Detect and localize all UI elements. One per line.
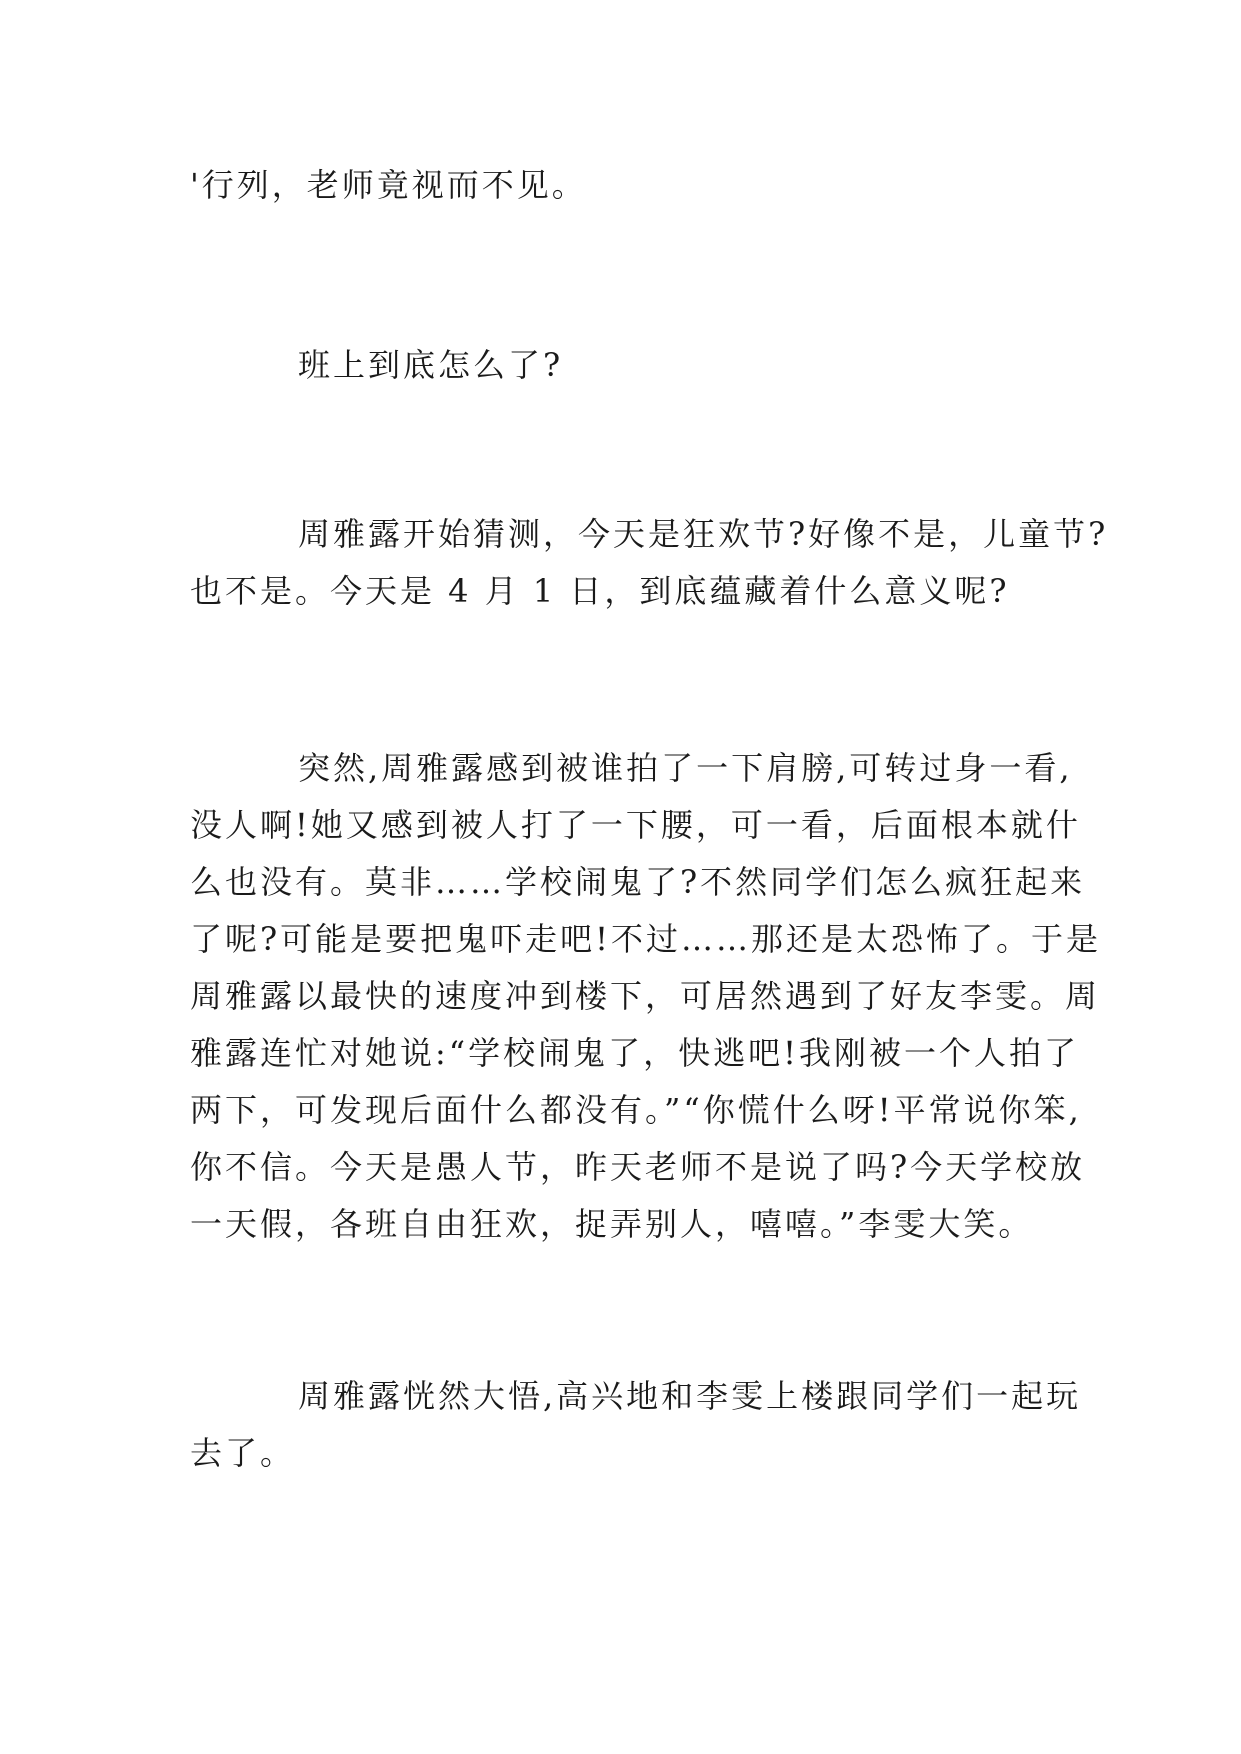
text-line: 也不是。今天是 4 月 1 日，到底蕴藏着什么意义呢? (190, 572, 1010, 610)
text-line: 雅露连忙对她说:“学校闹鬼了，快逃吧!我刚被一个人拍了 (190, 1034, 1080, 1072)
text-line: 突然,周雅露感到被谁拍了一下肩膀,可转过身一看, (298, 749, 1073, 787)
text-line: 一天假，各班自由狂欢，捉弄别人，嘻嘻。”李雯大笑。 (190, 1205, 1034, 1243)
text-line: 两下，可发现后面什么都没有。”“你慌什么呀!平常说你笨, (190, 1091, 1082, 1129)
text-line: 你不信。今天是愚人节，昨天老师不是说了吗?今天学校放 (190, 1148, 1086, 1186)
paragraph-question (190, 337, 1070, 394)
text-line: 去了。 (190, 1434, 296, 1472)
text-line: 周雅露恍然大悟,高兴地和李雯上楼跟同学们一起玩 (298, 1377, 1082, 1415)
text-line: '行列，老师竟视而不见。 (190, 166, 587, 204)
paragraph-story-body (190, 740, 1102, 1253)
paragraph-ending (190, 1368, 1082, 1482)
text-line: 周雅露以最快的速度冲到楼下，可居然遇到了好友李雯。周 (190, 977, 1101, 1015)
text-line: 周雅露开始猜测，今天是狂欢节?好像不是，儿童节? (298, 515, 1109, 553)
text-line: 了呢?可能是要把鬼吓走吧!不过……那还是太恐怖了。于是 (190, 920, 1102, 958)
paragraph-guessing (190, 506, 1109, 620)
text-line: 班上到底怎么了? (298, 346, 564, 384)
text-line: 么也没有。莫非……学校闹鬼了?不然同学们怎么疯狂起来 (190, 863, 1086, 901)
paragraph-continued-text (190, 157, 1070, 214)
text-line: 没人啊!她又感到被人打了一下腰，可一看，后面根本就什 (190, 806, 1081, 844)
